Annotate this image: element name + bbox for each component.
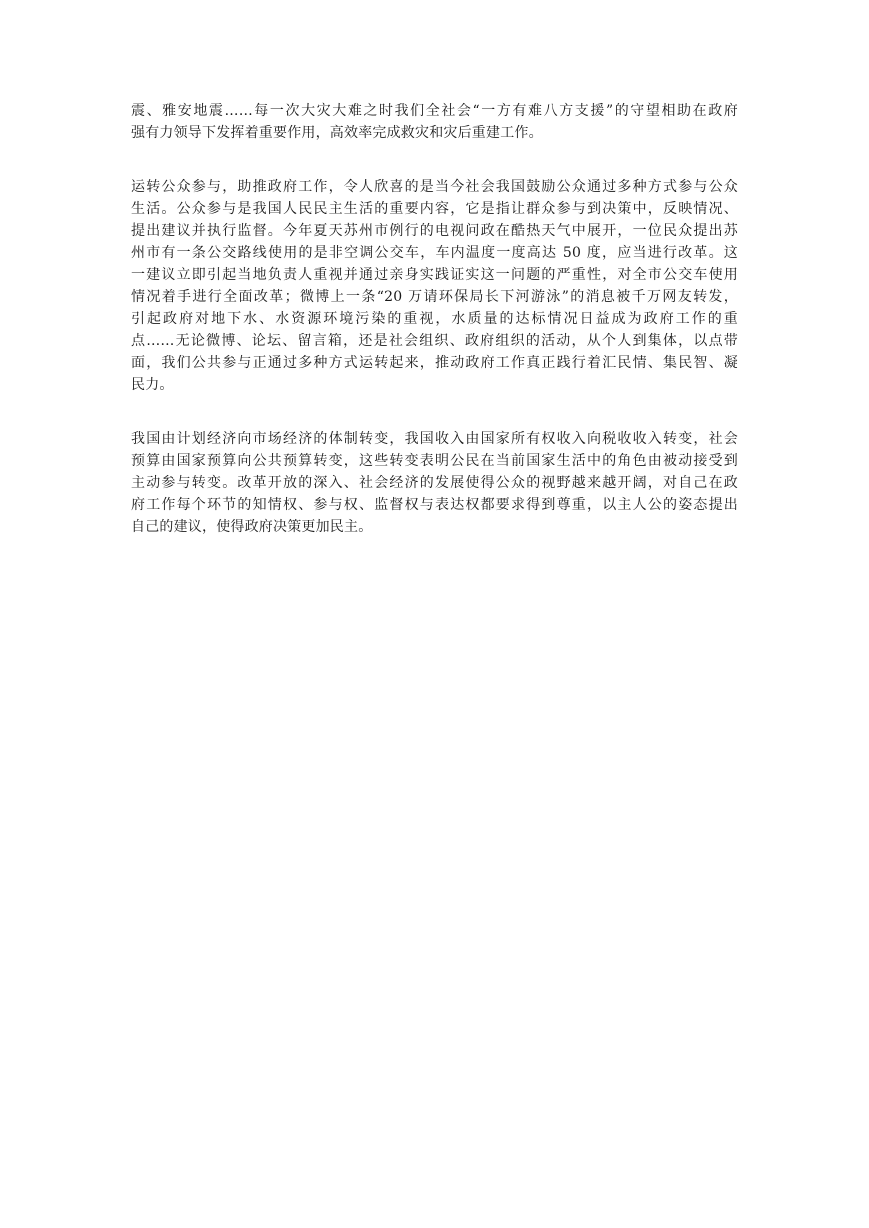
text-line: 运转公众参与，助推政府工作，令人欣喜的是当今社会我国鼓励公众通过多种方式参与公众 [131, 179, 738, 195]
text-line: 震、雅安地震……每一次大灾大难之时我们全社会“一方有难八方支援”的守望相助在政府 [131, 103, 738, 119]
text-line: 自己的建议，使得政府决策更加民主。 [131, 519, 373, 535]
text-line: 面，我们公共参与正通过多种方式运转起来，推动政府工作真正践行着汇民情、集民智、凝 [131, 355, 738, 371]
text-line: 主动参与转变。改革开放的深入、社会经济的发展使得公众的视野越来越开阔，对自己在政 [131, 475, 738, 491]
text-line: 引起政府对地下水、水资源环境污染的重视，水质量的达标情况日益成为政府工作的重 [131, 311, 738, 327]
paragraph-public-participation [131, 176, 738, 396]
text-line: 府工作每个环节的知情权、参与权、监督权与表达权都要求得到尊重，以主人公的姿态提出 [131, 497, 738, 513]
text-line: 州市有一条公交路线使用的是非空调公交车，车内温度一度高达 50 度，应当进行改革。这 [131, 245, 738, 261]
text-line: 情况着手进行全面改革；微博上一条“20 万请环保局长下河游泳”的消息被千万网友转发， [131, 289, 738, 305]
text-line: 点……无论微博、论坛、留言箱，还是社会组织、政府组织的活动，从个人到集体，以点带 [131, 333, 738, 349]
text-line: 强有力领导下发挥着重要作用，高效率完成救灾和灾后重建工作。 [131, 125, 543, 141]
paragraph-relief-work [131, 100, 738, 144]
paragraph-system-transition [131, 428, 738, 538]
text-line: 预算由国家预算向公共预算转变，这些转变表明公民在当前国家生活中的角色由被动接受到 [131, 453, 738, 469]
text-line: 提出建议并执行监督。今年夏天苏州市例行的电视问政在酷热天气中展开，一位民众提出苏 [131, 223, 738, 239]
text-line: 民力。 [131, 377, 174, 393]
text-line: 一建议立即引起当地负责人重视并通过亲身实践证实这一问题的严重性，对全市公交车使用 [131, 267, 738, 283]
text-line: 生活。公众参与是我国人民民主生活的重要内容，它是指让群众参与到决策中，反映情况、 [131, 201, 738, 217]
text-line: 我国由计划经济向市场经济的体制转变，我国收入由国家所有权收入向税收收入转变，社会 [131, 431, 738, 447]
